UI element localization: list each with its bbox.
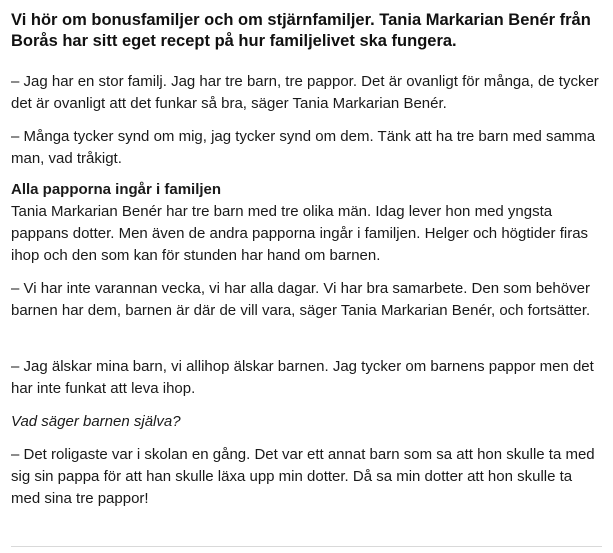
paragraph-body-1: Tania Markarian Benér har tre barn med tre olika män. Idag lever hon med yngsta pappans dotter. Men även de andra papporna ingår i familjen. Helger och högtider firas ihop och den som kan för stunden har hand om barnen. <box>11 203 589 264</box>
article-lead: Vi hör om bonusfamiljer och om stjärnfamiljer. Tania Markarian Benér från Borås har sitt eget recept på hur familjelivet ska fungera. <box>11 11 591 50</box>
divider-line <box>11 546 602 547</box>
paragraph-quote-5: – Det roligaste var i skolan en gång. Det var ett annat barn som sa att hon skulle ta med sig sin pappa för att han skulle läxa upp min dotter. Då sa min dotter att hon skulle ta med sina tre pappor! <box>11 446 595 507</box>
italic-question: Vad säger barnen själva? <box>11 413 181 430</box>
paragraph-quote-3: – Vi har inte varannan vecka, vi har alla dagar. Vi har bra samarbete. Den som behöver barnen har dem, barnen är där de vill vara, säger Tania Markarian Benér, och fortsätter. <box>11 280 591 319</box>
paragraph-quote-4: – Jag älskar mina barn, vi allihop älskar barnen. Jag tycker om barnens pappor men det har inte funkat att leva ihop. <box>11 358 594 397</box>
article-body <box>11 10 605 521</box>
section-heading: Alla papporna ingår i familjen <box>11 181 222 198</box>
paragraph-quote-1: – Jag har en stor familj. Jag har tre barn, tre pappor. Det är ovanligt för många, de tycker det är ovanligt att det funkar så bra, säger Tania Markarian Benér. <box>11 73 599 112</box>
paragraph-quote-2: – Många tycker synd om mig, jag tycker synd om dem. Tänk att ha tre barn med samma man, vad tråkigt. <box>11 128 596 167</box>
spacer <box>11 322 605 356</box>
